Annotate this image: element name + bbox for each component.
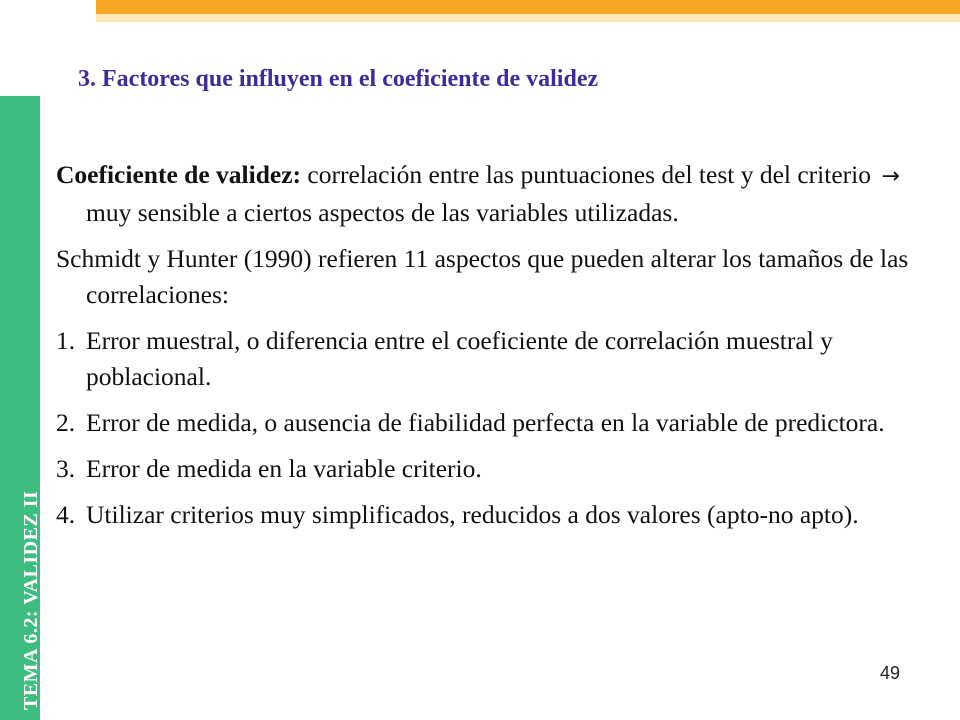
list-item-number: 3. — [56, 454, 76, 483]
slide-title: 3. Factores que influyen en el coeficiente de validez — [78, 66, 599, 92]
list-item-number: 2. — [56, 408, 76, 437]
intro-paragraph: Schmidt y Hunter (1990) refieren 11 aspectos que pueden alterar los tamaños de las correlaciones: — [56, 244, 909, 309]
definition-term: Coeficiente de validez: — [56, 160, 302, 189]
list-item-text: Error de medida en la variable criterio. — [86, 454, 482, 483]
definition-text-2: muy sensible a ciertos aspectos de las variables utilizadas. — [86, 198, 679, 227]
list-item — [56, 323, 946, 395]
side-label: TEMA 6.2: VALIDEZ II — [20, 490, 42, 710]
top-orange-bar — [96, 0, 960, 14]
list-item-number: 4. — [56, 500, 76, 529]
list-item — [56, 405, 946, 441]
list-item-number: 1. — [56, 326, 76, 355]
definition-text-1: correlación entre las puntuaciones del test y del criterio — [307, 160, 871, 189]
right-arrow-icon: → — [881, 164, 900, 189]
list-item-text: Utilizar criterios muy simplificados, reducidos a dos valores (apto-no apto). — [86, 500, 859, 529]
definition-paragraph — [56, 157, 946, 231]
list-item — [56, 497, 946, 533]
side-strip — [0, 96, 40, 720]
list-item — [56, 451, 946, 487]
page-number: 49 — [880, 663, 901, 683]
list-item-text: Error de medida, o ausencia de fiabilidad perfecta en la variable de predictora. — [86, 408, 885, 437]
slide-content — [56, 157, 946, 543]
top-cream-bar — [96, 14, 960, 22]
list-item-text: Error muestral, o diferencia entre el coeficiente de correlación muestral y poblacional. — [86, 326, 833, 391]
